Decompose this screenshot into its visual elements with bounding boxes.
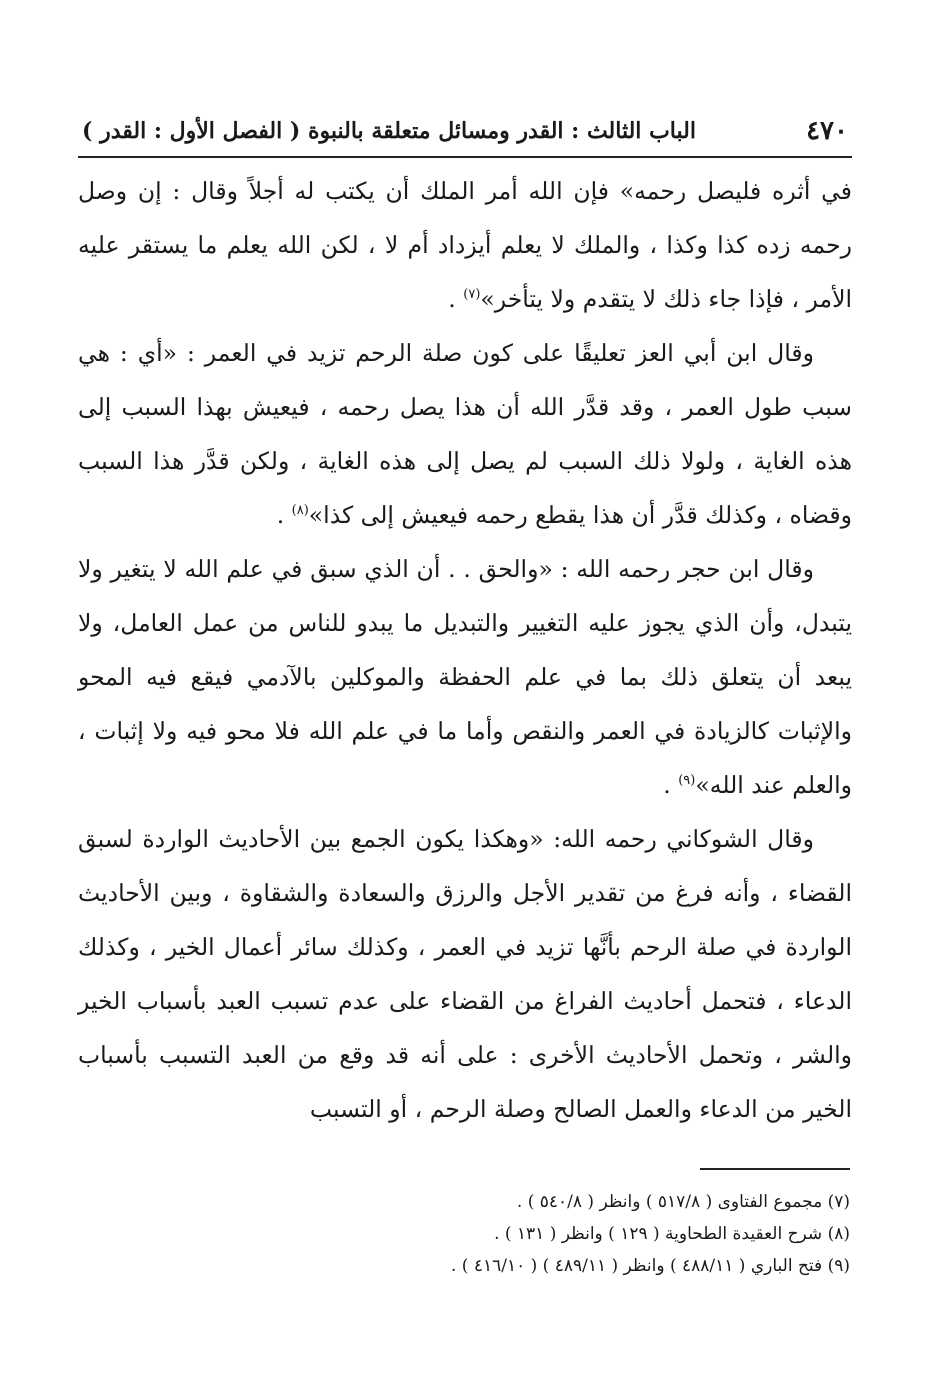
paragraph-2: [78, 326, 852, 542]
footnotes: [78, 1186, 850, 1282]
footnote-8: (٨) شرح العقيدة الطحاوية ( ١٢٩ ) وانظر ( ١٣١ ) .: [494, 1224, 850, 1244]
running-title: الباب الثالث : القدر ومسائل متعلقة بالنبوة ( الفصل الأول : القدر ): [82, 118, 696, 144]
paragraph-3-end: .: [663, 771, 679, 799]
paragraph-3: [78, 542, 852, 812]
footnote-ref-8: (٨): [291, 503, 309, 519]
footnote-9: (٩) فتح الباري ( ٤٨٨/١١ ) وانظر ( ٤٨٩/١١ ) ( ٤١٦/١٠ ) .: [451, 1256, 850, 1276]
paragraph-2-end: .: [276, 501, 292, 529]
paragraph-1-end: .: [448, 285, 464, 313]
page-number: ٤٧٠: [806, 116, 848, 146]
main-text: [78, 164, 852, 1136]
footnote-7: (٧) مجموع الفتاوى ( ٥١٧/٨ ) وانظر ( ٥٤٠/٨ ) .: [516, 1192, 850, 1212]
paragraph-4-text: وقال الشوكاني رحمه الله: «وهكذا يكون الجمع بين الأحاديث الواردة لسبق القضاء ، وأنه فرغ من تقدير الأجل والرزق والسعادة والشقاوة ، وبين الأحاديث الواردة في صلة الرحم بأنَّها تزيد في العمر ، وكذلك سائر أعمال الخير ، وكذلك الدعاء ، فتحمل أحاديث الفراغ من القضاء على عدم تسبب العبد بأسباب الخير والشر ، وتحمل الأحاديث الأخرى : على أنه قد وقع من العبد التسبب بأسباب الخير من الدعاء والعمل الصالح وصلة الرحم ، أو التسبب: [78, 825, 852, 1123]
paragraph-2-text: وقال ابن أبي العز تعليقًا على كون صلة الرحم تزيد في العمر : «أي : هي سبب طول العمر ، وقد قدَّر الله أن هذا يصل رحمه ، فيعيش بهذا السبب إلى هذه الغاية ، ولولا ذلك السبب لم يصل إلى هذه الغاية ، ولكن قدَّر هذا السبب وقضاه ، وكذلك قدَّر أن هذا يقطع رحمه فيعيش إلى كذا»: [78, 339, 852, 529]
paragraph-4: [78, 812, 852, 1136]
paragraph-1: [78, 164, 852, 326]
footnote-ref-9: (٩): [678, 773, 696, 789]
footnote-rule: [700, 1168, 850, 1170]
paragraph-1-text: في أثره فليصل رحمه» فإن الله أمر الملك أن يكتب له أجلاً وقال : إن وصل رحمه زده كذا وكذا ، والملك لا يعلم أيزداد أم لا ، لكن الله يعلم ما يستقر عليه الأمر ، فإذا جاء ذلك لا يتقدم ولا يتأخر»: [78, 177, 852, 313]
paragraph-3-text: وقال ابن حجر رحمه الله : «والحق . . أن الذي سبق في علم الله لا يتغير ولا يتبدل، وأن الذي يجوز عليه التغيير والتبديل ما يبدو للناس من عمل العامل، ولا يبعد أن يتعلق ذلك بما في علم الحفظة والموكلين بالآدمي فيقع فيه المحو والإثبات كالزيادة في العمر والنقص وأما ما في علم الله فلا محو فيه ولا إثبات ، والعلم عند الله»: [78, 555, 852, 799]
page-header: [78, 112, 852, 152]
header-rule: [78, 156, 852, 158]
footnote-ref-7: (٧): [463, 287, 481, 303]
